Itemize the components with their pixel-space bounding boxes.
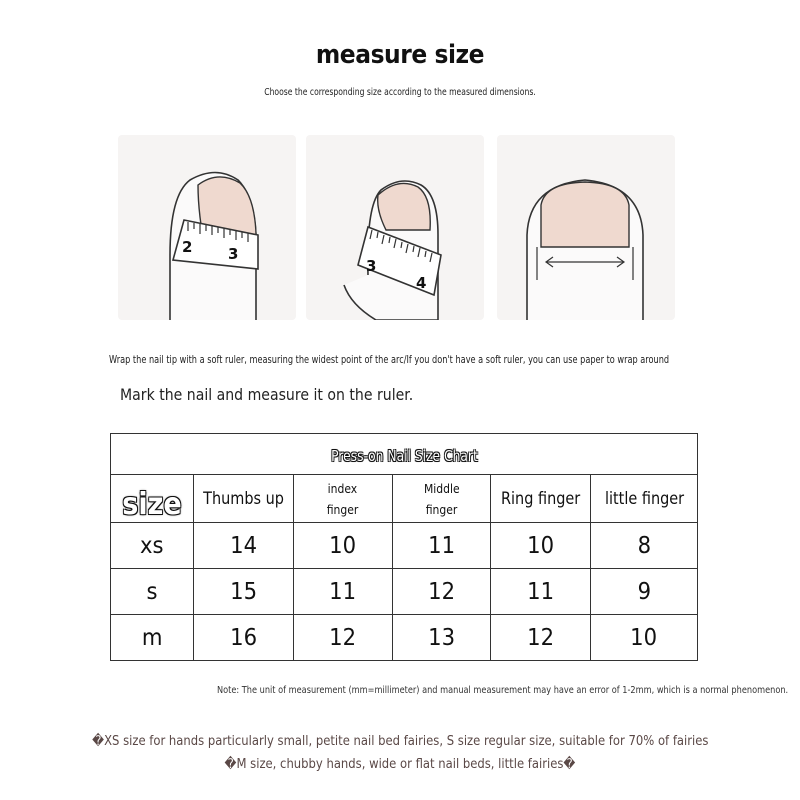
header-ring: Ring finger [491, 475, 591, 523]
cell-middle: 13 [392, 615, 491, 661]
cell-index: 12 [293, 615, 392, 661]
cell-thumb: 15 [193, 569, 293, 615]
cell-little: 8 [591, 523, 698, 569]
cell-little: 10 [591, 615, 698, 661]
chart-title-row [111, 434, 698, 475]
header-middle: Middle finger [392, 475, 491, 523]
header-little: little finger [591, 475, 698, 523]
chart-title: Press-on Nail Size Chart [330, 447, 478, 465]
page-title: measure size [315, 40, 485, 70]
mark-instruction: Mark the nail and measure it on the ruler. [120, 385, 414, 404]
cell-index: 10 [293, 523, 392, 569]
header-index: index finger [293, 475, 392, 523]
cell-ring: 12 [491, 615, 591, 661]
cell-ring: 11 [491, 569, 591, 615]
cell-size: s [111, 569, 194, 615]
nail-width-arrow-icon [497, 135, 675, 320]
wrap-instruction: Wrap the nail tip with a soft ruler, measuring the widest point of the arc/If you don't have a soft ruler, you can use paper to wrap around [109, 354, 670, 366]
finger-with-ruler-icon [118, 135, 296, 320]
cell-thumb: 16 [193, 615, 293, 661]
finger-with-ruler-diagonal-icon [306, 135, 484, 320]
ruler-mark-2: 2 [182, 238, 193, 256]
illustration-ruler-finger [306, 135, 484, 320]
measurement-note: Note: The unit of measurement (mm=millimeter) and manual measurement may have an error of 1-2mm, which is a normal phenomenon. [217, 685, 789, 696]
ruler-mark-3: 3 [228, 245, 239, 263]
illustration-ruler-thumb [118, 135, 296, 320]
cell-little: 9 [591, 569, 698, 615]
cell-size: xs [111, 523, 194, 569]
cell-middle: 12 [392, 569, 491, 615]
page-subtitle: Choose the corresponding size according to the measured dimensions. [264, 87, 536, 98]
size-guide-line-1: �XS size for hands particularly small, petite nail bed fairies, S size regular size, suitable for 70% of fairies [91, 733, 709, 749]
cell-middle: 11 [392, 523, 491, 569]
size-guide-line-2: �M size, chubby hands, wide or flat nail beds, little fairies� [224, 756, 576, 772]
cell-thumb: 14 [193, 523, 293, 569]
cell-index: 11 [293, 569, 392, 615]
table-row [111, 569, 698, 615]
chart-title-cell [111, 434, 698, 475]
header-thumb: Thumbs up [193, 475, 293, 523]
illustration-nail-width [497, 135, 675, 320]
table-row [111, 615, 698, 661]
header-row [111, 475, 698, 523]
size-chart-table [110, 433, 698, 661]
cell-size: m [111, 615, 194, 661]
header-size: size [111, 475, 194, 523]
cell-ring: 10 [491, 523, 591, 569]
table-row [111, 523, 698, 569]
ruler-mark-3b: 3 [366, 257, 377, 275]
ruler-mark-4: 4 [416, 274, 427, 292]
